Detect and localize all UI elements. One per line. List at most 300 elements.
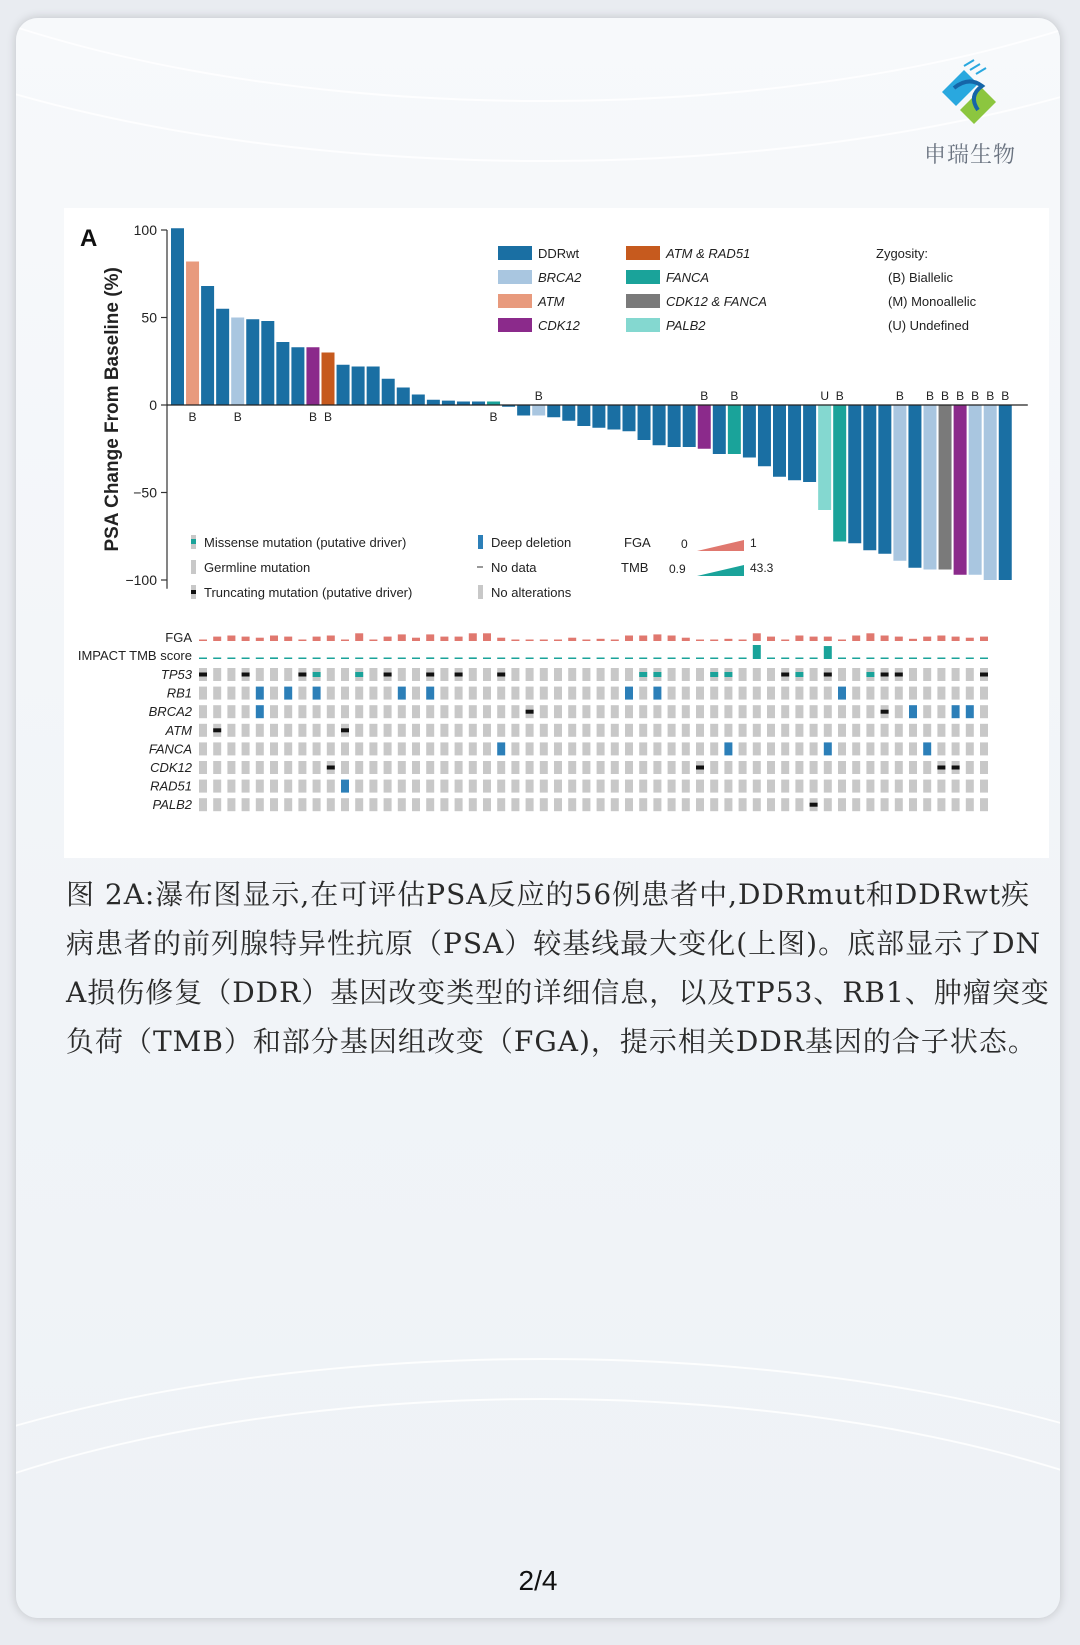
oncoprint-cell xyxy=(554,705,562,718)
oncoprint-cell xyxy=(568,780,576,793)
oncoprint-cell xyxy=(426,687,434,700)
oncoprint-cell xyxy=(298,742,306,755)
oncoprint-cell xyxy=(242,798,250,811)
oncoprint-cell xyxy=(852,798,860,811)
oncoprint-cell xyxy=(554,761,562,774)
background-swoosh xyxy=(16,18,1060,162)
oncoprint-cell xyxy=(526,724,534,737)
logo-mark-lines xyxy=(964,60,986,74)
oncoprint-cell xyxy=(923,687,931,700)
oncoprint-cell xyxy=(597,780,605,793)
oncoprint-cell xyxy=(597,798,605,811)
zygosity-label: B xyxy=(895,389,904,403)
oncoprint-cell xyxy=(753,798,761,811)
oncoprint-cell xyxy=(668,780,676,793)
legend-cell xyxy=(478,535,483,549)
oncoprint-missense-mark xyxy=(653,672,661,677)
oncoprint-cell xyxy=(582,705,590,718)
oncoprint-cell xyxy=(412,705,420,718)
oncoprint-cell xyxy=(455,724,463,737)
oncoprint-cell xyxy=(369,724,377,737)
waterfall-bar xyxy=(607,405,620,430)
oncoprint-cell xyxy=(199,705,207,718)
oncoprint-cell xyxy=(398,687,406,700)
oncoprint-cell xyxy=(270,705,278,718)
oncoprint-cell xyxy=(668,724,676,737)
oncoprint-cell xyxy=(810,668,818,681)
oncoprint-cell xyxy=(511,780,519,793)
waterfall-bar xyxy=(969,405,982,575)
panel-label: A xyxy=(80,225,98,252)
waterfall-bar xyxy=(954,405,967,575)
oncoprint-cell xyxy=(412,742,420,755)
oncoprint-cell xyxy=(511,687,519,700)
oncoprint-cell xyxy=(270,742,278,755)
oncoprint-cell xyxy=(781,742,789,755)
oncoprint-cell xyxy=(440,687,448,700)
oncoprint-cell xyxy=(440,705,448,718)
tmb-bar xyxy=(270,657,278,659)
oncoprint-cell xyxy=(455,761,463,774)
scale-legend-min: 0 xyxy=(681,537,688,551)
waterfall-bar xyxy=(924,405,937,570)
fga-bar xyxy=(526,640,534,642)
oncoprint-cell xyxy=(810,724,818,737)
oncoprint-cell xyxy=(753,780,761,793)
oncoprint-cell xyxy=(724,798,732,811)
tmb-bar xyxy=(668,658,676,660)
figure-caption: 图 2A:瀑布图显示,在可评估PSA反应的56例患者中,DDRmut和DDRwt疾病患者的前列腺特异性抗原（PSA）较基线最大变化(上图)。底部显示了DNA损伤修复（DDR）基因改变类型的详细信息，以及TP53、RB1、肿瘤突变负荷（TMB）和部分基因组改变（FGA)，提示相关DDR基因的合子状态。 xyxy=(66,878,1050,1058)
gene-label: RB1 xyxy=(166,685,192,701)
legend-cell-mark xyxy=(191,590,196,594)
oncoprint-cell xyxy=(568,742,576,755)
fga-bar xyxy=(696,640,704,642)
fga-bar xyxy=(327,636,335,642)
oncoprint-cell xyxy=(284,798,292,811)
alteration-legend-label: No alterations xyxy=(491,585,572,600)
fga-bar xyxy=(966,638,974,641)
oncoprint-cell xyxy=(668,798,676,811)
oncoprint-cell xyxy=(455,780,463,793)
oncoprint-cell xyxy=(739,780,747,793)
oncoprint-cell xyxy=(881,780,889,793)
tmb-bar xyxy=(937,658,945,660)
fga-bar xyxy=(881,636,889,642)
tmb-bar xyxy=(469,657,477,659)
scale-legend-max: 43.3 xyxy=(750,561,774,575)
tmb-bar xyxy=(483,658,491,660)
oncoprint-cell xyxy=(213,687,221,700)
oncoprint-cell xyxy=(511,761,519,774)
oncoprint-cell xyxy=(639,761,647,774)
oncoprint-cell xyxy=(795,687,803,700)
oncoprint-cell xyxy=(327,687,335,700)
oncoprint-cell xyxy=(213,668,221,681)
oncoprint-cell xyxy=(327,780,335,793)
oncoprint-cell xyxy=(710,705,718,718)
oncoprint-cell xyxy=(511,742,519,755)
zygosity-label: U xyxy=(820,389,829,403)
track-label: IMPACT TMB score xyxy=(77,648,192,663)
oncoprint-cell xyxy=(980,761,988,774)
oncoprint-cell xyxy=(554,668,562,681)
oncoprint-cell xyxy=(923,705,931,718)
oncoprint-cell xyxy=(497,705,505,718)
fga-bar xyxy=(838,640,846,642)
oncoprint-truncating-mark xyxy=(341,728,349,732)
oncoprint-cell xyxy=(781,705,789,718)
oncoprint-cell xyxy=(483,761,491,774)
zygosity-legend-title: Zygosity: xyxy=(876,246,929,261)
oncoprint-cell xyxy=(795,705,803,718)
oncoprint-cell xyxy=(781,798,789,811)
fga-bar xyxy=(568,638,576,641)
oncoprint-cell xyxy=(384,798,392,811)
oncoprint-cell xyxy=(384,761,392,774)
fga-bar xyxy=(497,638,505,641)
oncoprint-cell xyxy=(298,705,306,718)
y-tick-label: 50 xyxy=(141,309,157,326)
oncoprint-cell xyxy=(298,780,306,793)
oncoprint-cell xyxy=(355,761,363,774)
waterfall-bar xyxy=(577,405,590,426)
oncoprint-cell xyxy=(327,724,335,737)
oncoprint-cell xyxy=(213,705,221,718)
oncoprint-cell xyxy=(611,687,619,700)
oncoprint-cell xyxy=(426,761,434,774)
oncoprint-cell xyxy=(753,705,761,718)
oncoprint-cell xyxy=(767,742,775,755)
oncoprint-cell xyxy=(540,761,548,774)
oncoprint-cell xyxy=(341,705,349,718)
oncoprint-cell xyxy=(852,687,860,700)
oncoprint-cell xyxy=(895,761,903,774)
waterfall-bar xyxy=(367,367,380,406)
oncoprint-cell xyxy=(980,742,988,755)
oncoprint-cell xyxy=(582,724,590,737)
tmb-bar xyxy=(866,658,874,660)
track-label: FGA xyxy=(165,630,192,645)
zygosity-legend-item: (M) Monoallelic xyxy=(888,294,977,309)
oncoprint-cell xyxy=(923,761,931,774)
oncoprint-cell xyxy=(412,687,420,700)
fga-bar xyxy=(852,636,860,642)
oncoprint-cell xyxy=(284,742,292,755)
gene-label: BRCA2 xyxy=(148,704,192,720)
oncoprint-cell xyxy=(369,780,377,793)
oncoprint-cell xyxy=(440,742,448,755)
oncoprint-cell xyxy=(227,705,235,718)
fga-bar xyxy=(511,640,519,642)
oncoprint-cell xyxy=(455,798,463,811)
oncoprint-cell xyxy=(810,705,818,718)
oncoprint-cell xyxy=(639,724,647,737)
tmb-bar xyxy=(810,658,818,660)
oncoprint-cell xyxy=(554,780,562,793)
oncoprint-cell xyxy=(369,705,377,718)
oncoprint-cell xyxy=(242,687,250,700)
gene-label: RAD51 xyxy=(150,778,192,794)
oncoprint-cell xyxy=(497,780,505,793)
fga-bar xyxy=(668,636,676,642)
oncoprint-cell xyxy=(838,761,846,774)
waterfall-bar xyxy=(728,405,741,454)
legend-label: ATM xyxy=(538,294,565,309)
tmb-bar xyxy=(597,658,605,660)
waterfall-bar xyxy=(939,405,952,570)
tmb-bar xyxy=(824,646,832,659)
oncoprint-cell xyxy=(526,798,534,811)
zygosity-label: B xyxy=(925,389,935,403)
oncoprint-cell xyxy=(327,668,335,681)
waterfall-bar xyxy=(863,405,876,550)
oncoprint-cell xyxy=(895,780,903,793)
legend-label: CDK12 xyxy=(538,318,580,333)
oncoprint-cell xyxy=(625,761,633,774)
fga-bar xyxy=(611,640,619,642)
oncoprint-cell xyxy=(625,742,633,755)
fga-bar xyxy=(952,637,960,641)
oncoprint-cell xyxy=(540,724,548,737)
fga-bar xyxy=(739,640,747,642)
waterfall-bar xyxy=(532,405,545,416)
oncoprint-cell xyxy=(284,687,292,700)
oncoprint-cell xyxy=(952,798,960,811)
oncoprint-cell xyxy=(895,724,903,737)
oncoprint-cell xyxy=(256,687,264,700)
oncoprint-missense-mark xyxy=(724,672,732,677)
tmb-bar xyxy=(838,658,846,660)
oncoprint-cell xyxy=(909,705,917,718)
oncoprint-cell xyxy=(952,705,960,718)
oncoprint-cell xyxy=(568,668,576,681)
oncoprint-cell xyxy=(824,798,832,811)
oncoprint-cell xyxy=(937,798,945,811)
oncoprint-cell xyxy=(384,742,392,755)
y-tick-label: −100 xyxy=(125,572,157,588)
oncoprint-cell xyxy=(611,761,619,774)
oncoprint-cell xyxy=(639,705,647,718)
oncoprint-cell xyxy=(355,705,363,718)
waterfall-bar xyxy=(442,401,455,405)
oncoprint-cell xyxy=(866,705,874,718)
fga-bar xyxy=(469,633,477,641)
oncoprint-cell xyxy=(852,742,860,755)
oncoprint-cell xyxy=(881,798,889,811)
oncoprint-cell xyxy=(682,668,690,681)
oncoprint-cell xyxy=(426,798,434,811)
oncoprint-cell xyxy=(327,742,335,755)
tmb-bar xyxy=(511,658,519,660)
tmb-bar xyxy=(327,658,335,660)
oncoprint-cell xyxy=(199,687,207,700)
oncoprint-cell xyxy=(767,780,775,793)
oncoprint-cell xyxy=(653,724,661,737)
oncoprint-cell xyxy=(852,780,860,793)
waterfall-bar xyxy=(683,405,696,447)
oncoprint-cell xyxy=(611,705,619,718)
tmb-bar xyxy=(739,658,747,660)
tmb-bar xyxy=(952,658,960,660)
oncoprint-cell xyxy=(497,798,505,811)
fga-bar xyxy=(369,640,377,642)
oncoprint-cell xyxy=(966,668,974,681)
waterfall-bar xyxy=(337,365,350,405)
oncoprint-cell xyxy=(426,705,434,718)
oncoprint-cell xyxy=(781,687,789,700)
oncoprint-cell xyxy=(327,705,335,718)
oncoprint-cell xyxy=(724,780,732,793)
oncoprint-cell xyxy=(980,724,988,737)
oncoprint-cell xyxy=(284,705,292,718)
oncoprint-cell xyxy=(256,724,264,737)
tmb-bar xyxy=(781,658,789,660)
oncoprint-cell xyxy=(937,705,945,718)
scale-legend-min: 0.9 xyxy=(669,562,686,576)
oncoprint-cell xyxy=(668,742,676,755)
tmb-bar xyxy=(313,658,321,660)
oncoprint-cell xyxy=(668,705,676,718)
oncoprint-cell xyxy=(369,687,377,700)
oncoprint-cell xyxy=(341,668,349,681)
oncoprint-cell xyxy=(213,761,221,774)
waterfall-bar xyxy=(352,367,365,406)
oncoprint-cell xyxy=(966,705,974,718)
oncoprint-cell xyxy=(540,687,548,700)
oncoprint-cell xyxy=(682,780,690,793)
scale-legend-label: TMB xyxy=(621,560,649,575)
oncoprint-cell xyxy=(838,724,846,737)
oncoprint-truncating-mark xyxy=(937,766,945,770)
oncoprint-cell xyxy=(483,687,491,700)
oncoprint-cell xyxy=(810,687,818,700)
zygosity-label: B xyxy=(941,389,950,403)
tmb-bar xyxy=(625,658,633,660)
oncoprint-cell xyxy=(696,687,704,700)
oncoprint-truncating-mark xyxy=(199,673,207,677)
oncoprint-cell xyxy=(952,687,960,700)
oncoprint-cell xyxy=(767,798,775,811)
tmb-bar xyxy=(923,658,931,660)
tmb-bar xyxy=(639,658,647,660)
tmb-bar xyxy=(710,658,718,660)
oncoprint-cell xyxy=(781,780,789,793)
oncoprint-cell xyxy=(483,798,491,811)
oncoprint-cell xyxy=(227,780,235,793)
oncoprint-cell xyxy=(980,798,988,811)
fga-bar xyxy=(455,637,463,641)
oncoprint-cell xyxy=(611,798,619,811)
oncoprint-cell xyxy=(298,687,306,700)
scale-legend-label: FGA xyxy=(624,535,651,550)
waterfall-bar xyxy=(427,400,440,405)
zygosity-label: B xyxy=(835,389,844,403)
oncoprint-cell xyxy=(540,668,548,681)
waterfall-bar xyxy=(908,405,921,568)
oncoprint-cell xyxy=(909,780,917,793)
legend-swatch xyxy=(626,246,660,260)
oncoprint-cell xyxy=(597,668,605,681)
oncoprint-cell xyxy=(270,687,278,700)
waterfall-bar xyxy=(412,395,425,406)
oncoprint-cell xyxy=(341,780,349,793)
brand-logo-icon xyxy=(934,58,1004,128)
waterfall-bar xyxy=(713,405,726,454)
fga-bar xyxy=(923,637,931,641)
oncoprint-cell xyxy=(895,687,903,700)
oncoprint-cell xyxy=(852,705,860,718)
oncoprint-cell xyxy=(398,780,406,793)
oncoprint-cell xyxy=(597,724,605,737)
oncoprint-cell xyxy=(881,724,889,737)
oncoprint-cell xyxy=(937,687,945,700)
oncoprint-cell xyxy=(611,780,619,793)
oncoprint-cell xyxy=(526,780,534,793)
fga-bar xyxy=(795,636,803,642)
oncoprint-cell xyxy=(980,687,988,700)
oncoprint-cell xyxy=(568,687,576,700)
oncoprint-cell xyxy=(923,668,931,681)
fga-bar xyxy=(313,637,321,641)
oncoprint-cell xyxy=(795,761,803,774)
oncoprint-cell xyxy=(426,724,434,737)
waterfall-bar xyxy=(246,319,259,405)
oncoprint-cell xyxy=(455,687,463,700)
oncoprint-cell xyxy=(440,761,448,774)
waterfall-bar xyxy=(592,405,605,428)
oncoprint-truncating-mark xyxy=(384,673,392,677)
oncoprint-cell xyxy=(341,761,349,774)
oncoprint-cell xyxy=(227,687,235,700)
fga-bar xyxy=(909,639,917,641)
oncoprint-cell xyxy=(653,780,661,793)
oncoprint-cell xyxy=(668,668,676,681)
oncoprint-cell xyxy=(412,668,420,681)
oncoprint-cell xyxy=(980,780,988,793)
tmb-bar xyxy=(199,658,207,660)
legend-label: PALB2 xyxy=(666,318,706,333)
fga-bar xyxy=(412,638,420,641)
oncoprint-cell xyxy=(199,780,207,793)
tmb-bar xyxy=(909,658,917,660)
oncoprint-truncating-mark xyxy=(881,673,889,677)
oncoprint-cell xyxy=(937,724,945,737)
waterfall-bar xyxy=(562,405,575,421)
tmb-bar xyxy=(724,658,732,660)
fga-bar xyxy=(767,637,775,641)
legend-cell-mark xyxy=(191,539,196,544)
oncoprint-cell xyxy=(256,705,264,718)
tmb-bar xyxy=(653,658,661,660)
tmb-bar xyxy=(256,658,264,660)
fga-bar xyxy=(866,633,874,641)
fga-bar xyxy=(199,640,207,642)
tmb-bar xyxy=(696,658,704,660)
waterfall-bar xyxy=(186,262,199,406)
oncoprint-cell xyxy=(398,705,406,718)
oncoprint-cell xyxy=(866,687,874,700)
oncoprint-cell xyxy=(767,761,775,774)
oncoprint-cell xyxy=(284,780,292,793)
oncoprint-cell xyxy=(341,687,349,700)
oncoprint-cell xyxy=(582,761,590,774)
oncoprint-cell xyxy=(582,742,590,755)
oncoprint-cell xyxy=(384,724,392,737)
oncoprint-cell xyxy=(497,724,505,737)
scale-legend-max: 1 xyxy=(750,536,757,550)
oncoprint-truncating-mark xyxy=(895,673,903,677)
oncoprint-cell xyxy=(440,724,448,737)
